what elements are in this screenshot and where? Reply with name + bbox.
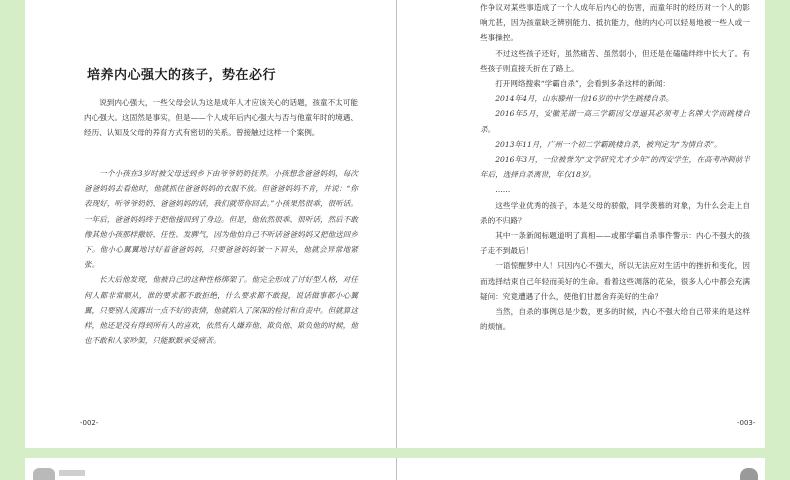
news-item: 2016年5月，安徽芜湖一高三学霸因父母逼其必须考上名牌大学而跳楼自杀。: [480, 109, 750, 134]
chapter-title: 培养内心强大的孩子，势在必行: [87, 68, 277, 83]
paragraph-survivors: 不过这些孩子还好，虽然痛苦、虽然弱小，但还是在磕磕绊绊中长大了。有些孩子则直接夭折在了路上。: [480, 48, 750, 73]
left-page: [25, 0, 396, 448]
news-item: 2013年11月，广州一个初二学霸跳楼自杀，被判定为“为情自杀”。: [495, 139, 722, 149]
news-item: 2016年3月，一位被誉为“文学研究尤才少年”的西安学生，在高考冲刺前半年后，选择自杀离世，年仅18岁。: [480, 155, 750, 180]
intro-paragraph: 说到内心强大，一些父母会认为这是成年人才应该关心的话题，孩童不太可能内心强大。这固然是事实，但是——个人成年后内心强大与否与他童年时的境遇、经历、认知及父母的养育方式有密切的关系。曾接触过这样一个案例。: [84, 98, 358, 138]
paragraph-conclusion: 当然，自杀的事例总是少数，更多的时候，内心不强大给自己带来的是这样的烦恼。: [480, 307, 750, 332]
decoration-shape: [33, 468, 55, 480]
decoration-shape: [59, 470, 85, 476]
page-number-right: -003-: [737, 419, 756, 427]
book-gutter: [396, 458, 397, 480]
news-ellipsis: ……: [495, 185, 511, 195]
next-spread-preview: [25, 458, 765, 480]
continued-paragraph: 作争议对某些事造成了一个人成年后内心的伤害，而童年时的经历对一个人的影响尤甚，因为孩童缺乏辨别能力、抵抗能力，他的内心可以轻易地被一些人或一些事操控。: [480, 3, 750, 43]
news-item: 2014年4月，山东滕州一位16岁的中学生跳楼自杀。: [495, 94, 674, 104]
case-paragraph: 一个小孩在3岁时被父母送到乡下由爷爷奶奶抚养。小孩想念爸爸妈妈，每次爸爸妈妈去看他时，他就抓住爸爸妈妈的衣服不放。但爸爸妈妈不肯，并说：“你表现好，听爷爷奶奶、爸爸妈妈的话，我们就带你回去。”小孩果然很乖，很听话。一年后，爸爸妈妈终于把他接回到了身边。但是，他依然很乖、很听话，然后不敢像其他小孩那样撒娇、任性、发脾气，因为他怕自己不听话爸爸妈妈又把他送回乡下。他小心翼翼地讨好着爸爸妈妈，只要爸爸妈妈皱一下眉头，他就会异常地紧张。: [84, 169, 358, 270]
paragraph-question: 这些学业优秀的孩子，本是父母的骄傲，同学羡慕的对象，为什么会走上自杀的不归路？: [480, 200, 750, 225]
left-case-block: [84, 166, 358, 348]
right-page: [397, 0, 765, 448]
paragraph-truth: 其中一条新闻标题道明了真相——或都学霸自杀事件警示：内心不强大的孩子走不到最后！: [480, 231, 750, 256]
later-paragraph: 长大后他发现，他被自己的这种性格绑架了。他完全形成了讨好型人格，对任何人都非常顺从，谁的要求都不敢拒绝，什么要求都不敢提，说话做事都小心翼翼，只要别人流露出一点不好的表情，他就陷入了深深的检讨和自责中。但就算这样，他还是没有得到所有人的喜欢，依然有人嫌弃他、欺负他、欺负他的时候，他也不敢和人家吵架，只能默默承受痛苦。: [84, 275, 358, 346]
book-spread: [25, 0, 765, 448]
right-text-block: [480, 0, 750, 334]
paragraph-search: 打开网络搜索“学霸自杀”，会看到多条这样的新闻：: [495, 79, 671, 89]
left-intro-block: [84, 95, 358, 141]
page-number-left: -002-: [80, 419, 99, 427]
decoration-shape: [740, 468, 758, 480]
paragraph-awakening: 一语惊醒梦中人！只因内心不强大，所以无法应对生活中的挫折和变化，因而选择结束自己年轻而美好的生命。看着这些凋落的花朵，很多人心中都会充满疑问：究竟遭遇了什么，使他们甘愿舍弃美好的生命？: [480, 261, 750, 301]
